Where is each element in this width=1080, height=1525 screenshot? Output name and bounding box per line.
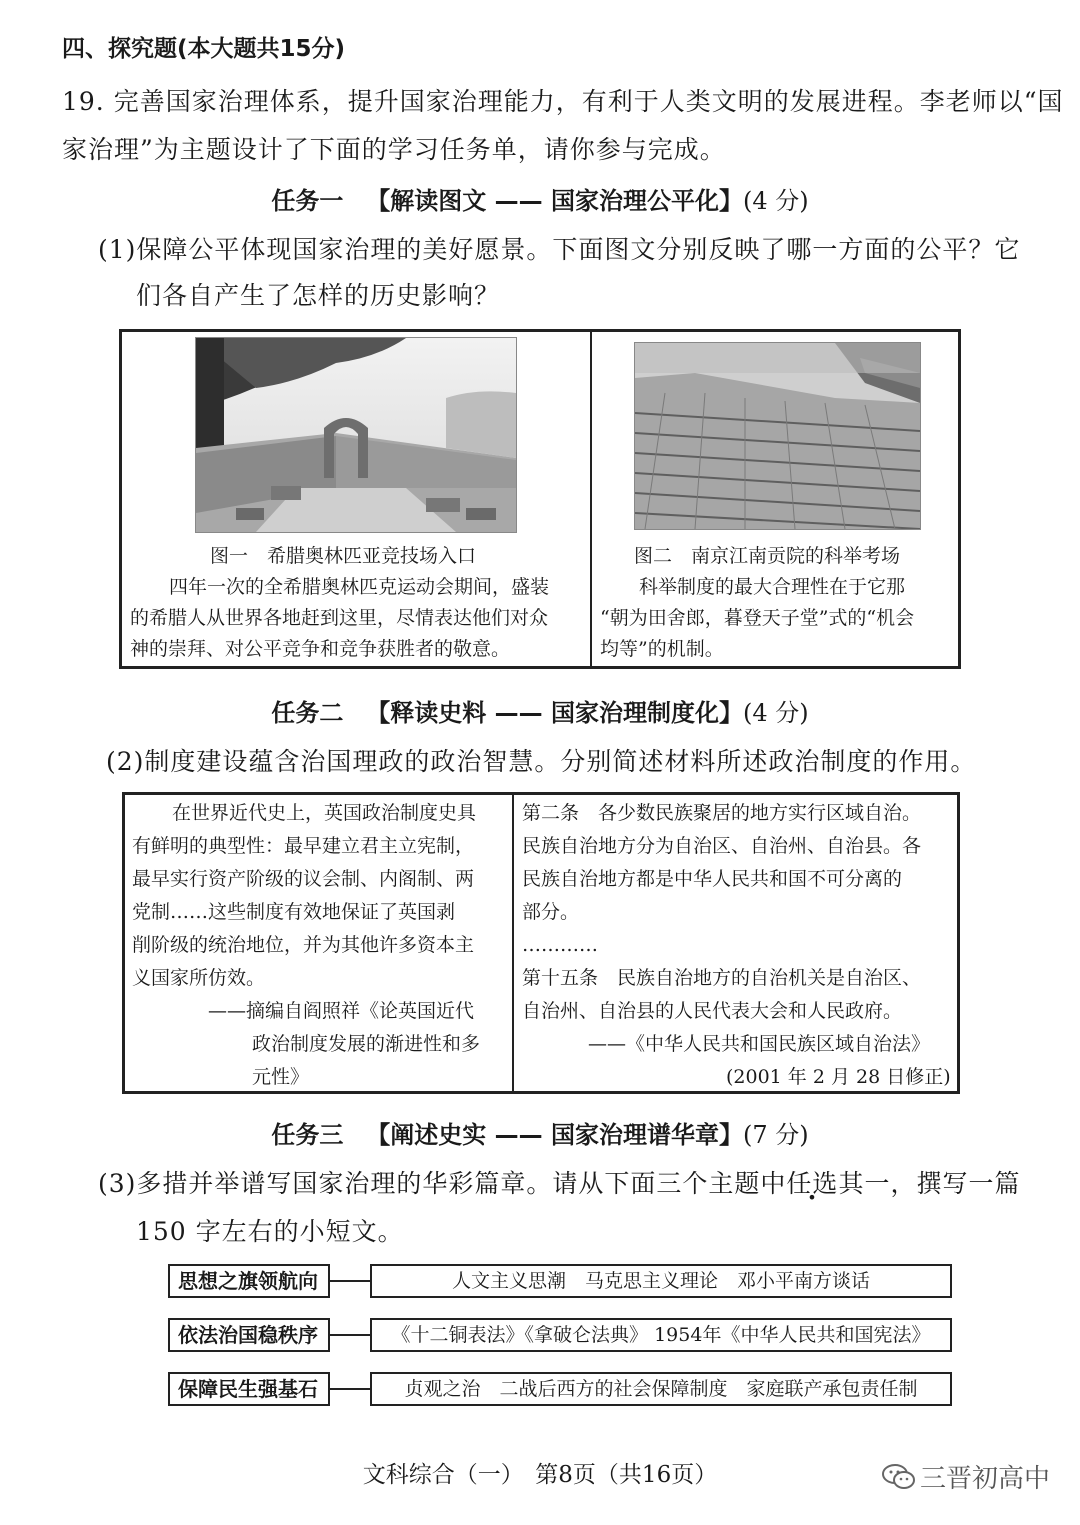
figure2-text-line3: 均等”的机制。 [600, 638, 724, 660]
task1-question-line1: (1)保障公平体现国家治理的美好愿景。下面图文分别反映了哪一方面的公平？它 [98, 235, 1021, 264]
olympia-entrance-photo [195, 337, 517, 533]
figure-divider [590, 329, 592, 669]
material1-line3: 最早实行资产阶级的议会制、内阁制、两 [132, 868, 475, 890]
theme-connector [330, 1334, 372, 1336]
figure2-caption: 图二 南京江南贡院的科举考场 [634, 545, 901, 567]
material1-line1: 在世界近代史上，英国政治制度史具 [172, 802, 477, 824]
figure1-caption: 图一 希腊奥林匹亚竞技场入口 [210, 545, 477, 567]
section-heading: 四、探究题(本大题共15分) [62, 36, 346, 62]
watermark [882, 1458, 1050, 1495]
figure1-text-line2: 的希腊人从世界各地赶到这里，尽情表达他们对众 [130, 607, 549, 629]
task3-question-line2: 150 字左右的小短文。 [136, 1217, 404, 1246]
theme-label-rule-of-law: 依法治国稳秩序 [168, 1318, 330, 1352]
question-stem-line1: 19. 完善国家治理体系，提升国家治理能力，有利于人类文明的发展进程。李老师以“国 [62, 87, 1064, 116]
material2-line3: 民族自治地方都是中华人民共和国不可分离的 [522, 868, 903, 890]
theme-label-livelihood: 保障民生强基石 [168, 1372, 330, 1406]
material1-source-line1: ——摘编自阎照祥《论英国近代 [208, 1000, 475, 1022]
theme-connector [330, 1388, 372, 1390]
material1-line4: 党制……这些制度有效地保证了英国剥 [132, 901, 456, 923]
task3-title: 任务三 【阐述史实 —— 国家治理谱华章】(7 分) [271, 1121, 809, 1149]
question-stem-line2: 家治理”为主题设计了下面的学习任务单，请你参与完成。 [62, 135, 726, 164]
material1-source-line2: 政治制度发展的渐进性和多 [252, 1033, 481, 1055]
material2-line1: 第二条 各少数民族聚居的地方实行区域自治。 [522, 802, 922, 824]
theme-content-thought: 人文主义思潮 马克思主义理论 邓小平南方谈话 [370, 1264, 952, 1298]
materials-divider [512, 792, 514, 1094]
task2-question-line1: (2)制度建设蕴含治国理政的政治智慧。分别简述材料所述政治制度的作用。 [106, 747, 977, 776]
material1-line2: 有鲜明的典型性：最早建立君主立宪制， [132, 835, 475, 857]
task2-title: 任务二 【释读史料 —— 国家治理制度化】(4 分) [271, 699, 809, 727]
material2-source-line2: (2001 年 2 月 28 日修正) [726, 1066, 951, 1088]
watermark-text: 三晋初高中 [919, 1464, 1050, 1494]
material1-line6: 义国家所仿效。 [132, 967, 266, 989]
page-footer: 文科综合（一） 第8页（共16页） [362, 1462, 718, 1488]
material1-line5: 削阶级的统治地位，并为其他许多资本主 [132, 934, 475, 956]
task1-question-line2: 们各自产生了怎样的历史影响？ [136, 281, 501, 310]
emphasis-dotted-text: 任选 [786, 1169, 839, 1198]
material2-line4: 部分。 [522, 901, 580, 923]
theme-content-livelihood: 贞观之治 二战后西方的社会保障制度 家庭联产承包责任制 [370, 1372, 952, 1406]
figure1-text-line3: 神的崇拜、对公平竞争和竞争获胜者的敬意。 [130, 638, 511, 660]
wechat-icon [882, 1463, 916, 1491]
theme-label-thought: 思想之旗领航向 [168, 1264, 330, 1298]
material2-line2: 民族自治地方分为自治区、自治州、自治县。各 [522, 835, 922, 857]
material2-source-line1: ——《中华人民共和国民族区域自治法》 [588, 1033, 931, 1055]
theme-content-rule-of-law: 《十二铜表法》《拿破仑法典》 1954年《中华人民共和国宪法》 [370, 1318, 952, 1352]
material2-line6: 自治州、自治县的人民代表大会和人民政府。 [522, 1000, 903, 1022]
material1-source-line3: 元性》 [252, 1066, 310, 1088]
figure2-text-line1: 科举制度的最大合理性在于它那 [639, 576, 906, 598]
theme-connector [330, 1280, 372, 1282]
task1-title: 任务一 【解读图文 —— 国家治理公平化】(4 分) [271, 187, 809, 215]
task3-question-line1: (3)多措并举谱写国家治理的华彩篇章。请从下面三个主题中任选其一，撰写一篇 [98, 1169, 1021, 1198]
figure2-text-line2: “朝为田舍郎，暮登天子堂”式的“机会 [600, 607, 915, 629]
jiangnan-exam-hall-photo [634, 342, 921, 530]
material2-ellipsis: ………… [522, 934, 598, 956]
material2-line5: 第十五条 民族自治地方的自治机关是自治区、 [522, 967, 922, 989]
figure1-text-line1: 四年一次的全希腊奥林匹克运动会期间，盛装 [169, 576, 550, 598]
